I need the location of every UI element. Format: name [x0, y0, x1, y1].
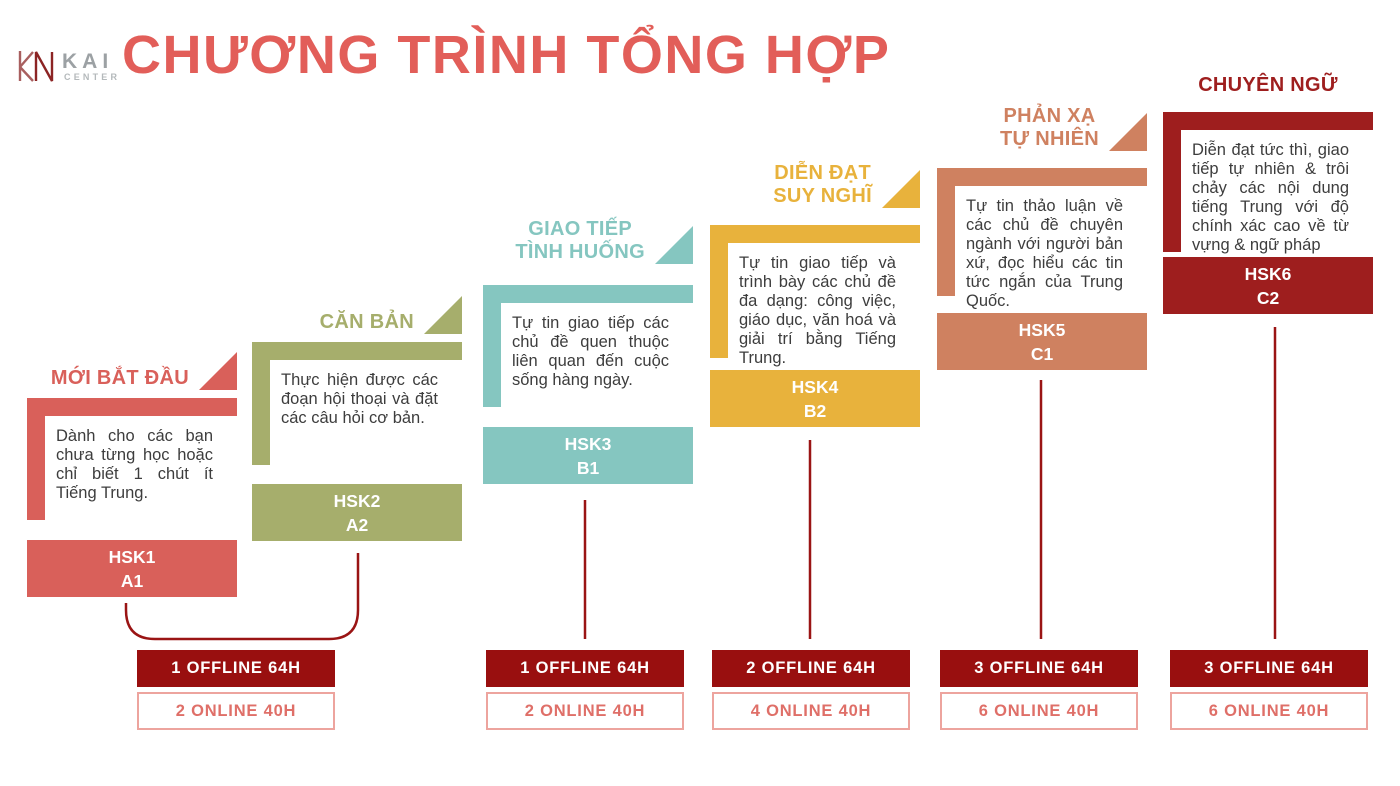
online-package-badge: 4 ONLINE 40H — [712, 692, 910, 730]
level-frame — [483, 285, 693, 407]
online-package-badge: 6 ONLINE 40H — [1170, 692, 1368, 730]
hsk-level-badge: HSK2 A2 — [252, 484, 462, 541]
triangle-icon — [1109, 113, 1147, 151]
level-title-row — [1163, 74, 1373, 97]
page-title: CHƯƠNG TRÌNH TỔNG HỢP — [122, 25, 891, 85]
online-package-badge: 2 ONLINE 40H — [486, 692, 684, 730]
level-frame — [27, 398, 237, 520]
offline-package-badge: 3 OFFLINE 64H — [940, 650, 1138, 687]
hsk-level-badge: HSK1 A1 — [27, 540, 237, 597]
level-title-row — [937, 105, 1147, 151]
frame-top-bar — [1163, 112, 1373, 130]
level-frame — [1163, 112, 1373, 252]
frame-left-bar — [937, 168, 955, 296]
kai-monogram-icon — [16, 46, 58, 84]
level-title: GIAO TIẾP TÌNH HUỐNG — [515, 218, 645, 263]
hsk-level-badge: HSK5 C1 — [937, 313, 1147, 370]
level-frame — [937, 168, 1147, 310]
level-title: DIỄN ĐẠT SUY NGHĨ — [773, 162, 872, 207]
offline-package-badge: 2 OFFLINE 64H — [712, 650, 910, 687]
hsk-level-badge: HSK6 C2 — [1163, 257, 1373, 314]
offline-package-badge: 3 OFFLINE 64H — [1170, 650, 1368, 687]
level-frame — [252, 342, 462, 465]
frame-top-bar — [252, 342, 462, 360]
triangle-icon — [424, 296, 462, 334]
frame-left-bar — [27, 398, 45, 520]
level-description: Tự tin giao tiếp và trình bày các chủ đề đa dạng: công việc, giáo dục, văn hoá và giải trí bằng Tiếng Trung. — [728, 243, 904, 368]
level-title: PHẢN XẠ TỰ NHIÊN — [1000, 105, 1099, 150]
frame-top-bar — [710, 225, 920, 243]
level-title: MỚI BẮT ĐẦU — [50, 367, 189, 389]
triangle-icon — [199, 352, 237, 390]
level-description: Thực hiện được các đoạn hội thoại và đặt các câu hỏi cơ bản. — [270, 360, 446, 428]
level-title-row — [27, 352, 237, 390]
level-title: CHUYÊN NGỮ — [1198, 74, 1338, 96]
triangle-icon — [882, 170, 920, 208]
frame-left-bar — [1163, 112, 1181, 252]
online-package-badge: 6 ONLINE 40H — [940, 692, 1138, 730]
triangle-icon — [655, 226, 693, 264]
kai-center-logo — [16, 44, 126, 88]
level-description: Diễn đạt tức thì, giao tiếp tự nhiên & trôi chảy các nội dung tiếng Trung với độ chính xác cao về từ vựng & ngữ pháp — [1181, 130, 1357, 255]
frame-left-bar — [483, 285, 501, 407]
level-title-row — [710, 162, 920, 208]
logo-subtitle: CENTER — [64, 72, 121, 82]
level-description: Tự tin thảo luận về các chủ đề chuyên ngành với người bản xứ, đọc hiểu các tin tức ngắn của Trung Quốc. — [955, 186, 1131, 311]
hsk-level-badge: HSK4 B2 — [710, 370, 920, 427]
frame-left-bar — [252, 342, 270, 465]
level-title-row — [252, 296, 462, 334]
offline-package-badge: 1 OFFLINE 64H — [137, 650, 335, 687]
level-description: Dành cho các bạn chưa từng học hoặc chỉ biết 1 chút ít Tiếng Trung. — [45, 416, 221, 503]
hsk-level-badge: HSK3 B1 — [483, 427, 693, 484]
level-frame — [710, 225, 920, 367]
online-package-badge: 2 ONLINE 40H — [137, 692, 335, 730]
frame-top-bar — [483, 285, 693, 303]
frame-top-bar — [937, 168, 1147, 186]
level-description: Tự tin giao tiếp các chủ đề quen thuộc liên quan đến cuộc sống hàng ngày. — [501, 303, 677, 390]
level-title-row — [483, 218, 693, 264]
offline-package-badge: 1 OFFLINE 64H — [486, 650, 684, 687]
frame-left-bar — [710, 225, 728, 358]
level-title: CĂN BẢN — [319, 311, 414, 333]
frame-top-bar — [27, 398, 237, 416]
logo-name: KAI — [62, 50, 114, 73]
